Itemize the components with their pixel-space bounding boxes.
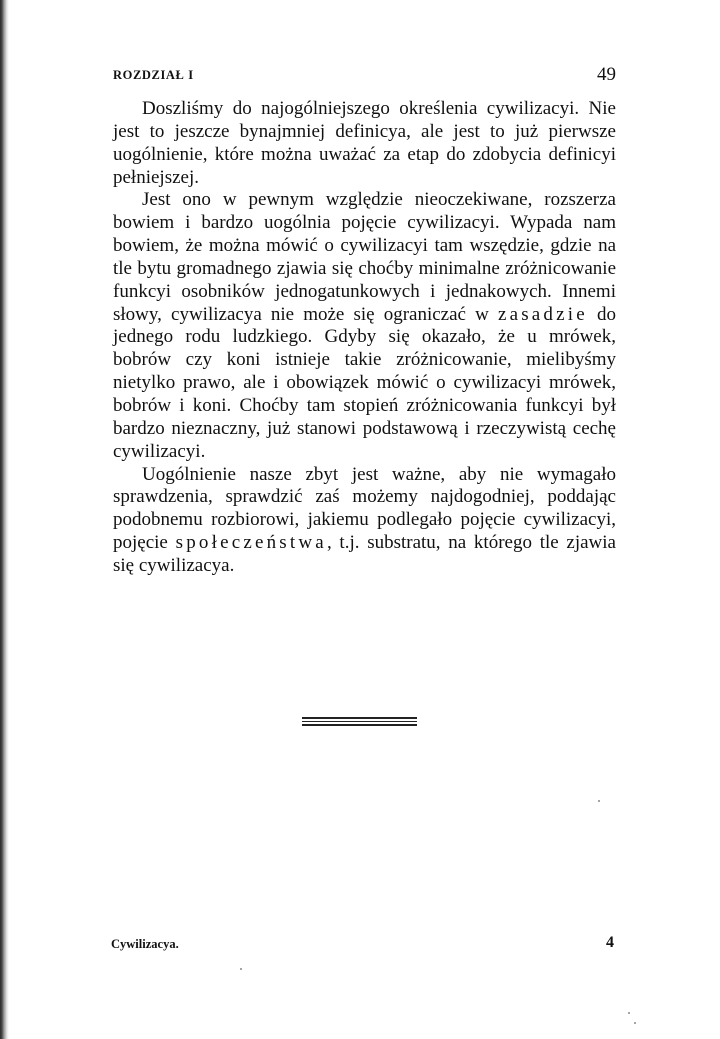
ornament-line [302,724,417,726]
emphasized-word: społeczeństwa [175,532,327,554]
paragraph-text: Uogólnienie nasze zbyt jest ważne, aby nie wymagało sprawdzenia, sprawdzić zaś możemy najdogodniej, poddając podobnemu rozbiorowi, jakiemu podlegało pojęcie cywilizacyi, pojęcie [113,463,616,554]
page-footer [111,934,614,956]
paragraph [113,464,616,578]
paragraph-text: , t.j. substratu, na którego tle zjawia się cywilizacya. [113,532,616,576]
signature-title: Cywilizacya. [111,937,179,951]
paper-speck [598,800,600,802]
ornament-line [302,721,417,723]
paper-speck [634,1022,636,1024]
body-text [113,98,616,578]
page-number: 49 [597,64,616,85]
paragraph-text: Doszliśmy do najogólniejszego określenia cywilizacyi. Nie jest to jeszcze bynajmniej definicya, ale jest to już pierwsze uogólnienie, które można uważać za etap do zdobycia definicyi pełniejszej. [113,98,616,188]
emphasized-word: zasadzie [497,303,588,325]
page-header [113,64,616,88]
paragraph-text: Jest ono w pewnym względzie nieoczekiwane, rozszerza bowiem i bardzo uogólnia pojęcie cywilizacyi. Wypada nam bowiem, że można mówić o cywilizacyi tam wszędzie, gdzie na tle bytu gromadnego zjawia się choćby minimalne zróżnicowanie funkcyi osobników jednogatunkowych i jednakowych. Innemi słowy, cywilizacya nie może się ograniczać w [113,189,616,325]
running-head: ROZDZIAŁ I [113,68,194,82]
page-binding-edge [0,0,9,1039]
paragraph [113,189,616,463]
paper-speck [240,968,242,970]
ornament-line [302,717,417,719]
paper-speck [628,1012,630,1014]
paragraph [113,98,616,189]
signature-number: 4 [606,934,614,951]
section-end-ornament [302,717,417,726]
paragraph-text: do jednego rodu ludzkiego. Gdyby się okazało, że u mrówek, bobrów czy koni istnieje takie zróżnicowanie, mielibyśmy nietylko prawo, ale i obowiązek mówić o cywilizacyi mrówek, bobrów i koni. Choćby tam stopień zróżnicowania funkcyi był bardzo nieznaczny, już stanowi podstawową i rzeczywistą cechę cywilizacyi. [113,303,617,462]
